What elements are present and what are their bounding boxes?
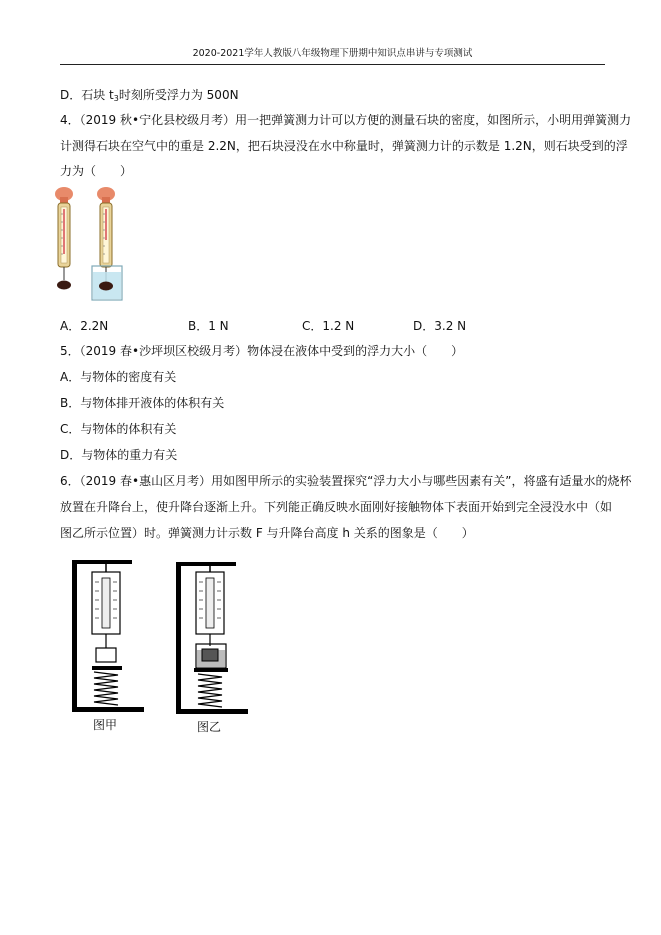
q6-figure-label-yi: 图乙 <box>197 720 222 734</box>
q3-option-d-sub: 3 <box>113 94 119 103</box>
q6-figure-jia <box>68 558 148 716</box>
q6-stem-line1: 6．（2019 春•惠山区月考）用如图甲所示的实验装置探究“浮力大小与哪些因素有关”，将盛有适量水的烧杯 <box>60 474 632 488</box>
q3-option-d-pre: D．石块 t <box>60 88 114 102</box>
q3-option-d-post: 时刻所受浮力为 500N <box>118 88 239 102</box>
q5-option-d: D．与物体的重力有关 <box>60 448 178 462</box>
q4-option-a: A．2.2N <box>60 319 109 333</box>
q5-option-b: B．与物体排开液体的体积有关 <box>60 396 225 410</box>
q5-stem: 5．（2019 春•沙坪坝区校级月考）物体浸在液体中受到的浮力大小（ ） <box>60 344 464 358</box>
q4-stem-line3: 力为（ ） <box>60 164 133 178</box>
q3-option-d <box>60 87 239 107</box>
q4-option-c: C．1.2 N <box>302 319 355 333</box>
page-header: 2020-2021学年人教版八年级物理下册期中知识点串讲与专项测试 <box>60 46 605 65</box>
q5-option-c: C．与物体的体积有关 <box>60 422 177 436</box>
q6-stem-line3: 图乙所示位置）时。弹簧测力计示数 F 与升降台高度 h 关系的图象是（ ） <box>60 526 474 540</box>
q4-option-d: D．3.2 N <box>413 319 467 333</box>
q4-stem-line2: 计测得石块在空气中的重是 2.2N，把石块浸没在水中称量时，弹簧测力计的示数是 1.2N，则石块受到的浮 <box>60 139 628 153</box>
q4-stem-line1: 4．（2019 秋•宁化县校级月考）用一把弹簧测力计可以方便的测量石块的密度，如图所示，小明用弹簧测力 <box>60 113 632 127</box>
q6-figure-yi <box>172 560 252 718</box>
q5-option-a: A．与物体的密度有关 <box>60 370 177 384</box>
q4-spring-scale-figure <box>50 184 130 304</box>
q6-stem-line2: 放置在升降台上，使升降台逐渐上升。下列能正确反映水面刚好接触物体下表面开始到完全浸没水中（如 <box>60 500 613 514</box>
q4-option-b: B．1 N <box>188 319 229 333</box>
q6-figure-label-jia: 图甲 <box>93 718 118 732</box>
